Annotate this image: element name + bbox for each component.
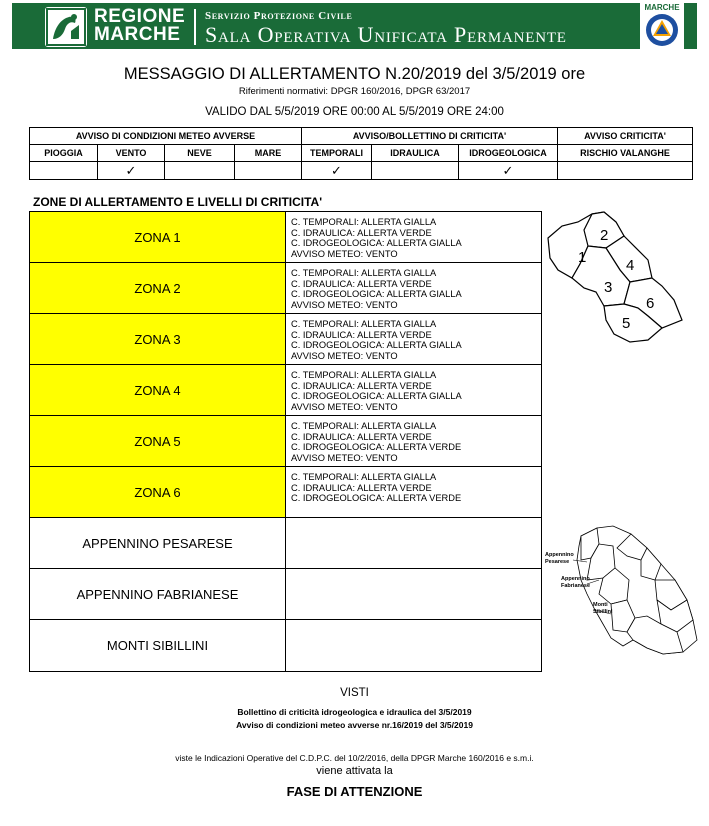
- column-header: NEVE: [165, 145, 235, 162]
- bollettino-references: Bollettino di criticità idrogeologica e idraulica del 3/5/2019 Avviso di condizioni meteo avverse nr.16/2019 del 3/5/2019: [236, 707, 473, 730]
- check-cell: [558, 162, 693, 180]
- protezione-civile-emblem-icon: [644, 12, 680, 48]
- zone-details: C. TEMPORALI: ALLERTA GIALLA C. IDRAULICA: ALLERTA VERDE C. IDROGEOLOGICA: ALLERTA GIALLA AVVISO METEO: VENTO: [291, 217, 462, 259]
- column-header: TEMPORALI: [302, 145, 372, 162]
- check-cell: [30, 162, 98, 180]
- map-label: Appennino: [545, 552, 574, 558]
- zone-name: MONTI SIBILLINI: [30, 620, 286, 671]
- zone-name: ZONA 5: [30, 416, 286, 466]
- group-header-avviso-criticita: AVVISO CRITICITA': [558, 128, 693, 145]
- zone-row: [30, 314, 541, 365]
- map-label: 4: [626, 257, 635, 274]
- column-header: RISCHIO VALANGHE: [558, 145, 693, 162]
- check-cell: ✓: [302, 162, 372, 180]
- zone-name: ZONA 6: [30, 467, 286, 517]
- header-banner: [12, 3, 697, 49]
- regione-marche-logo: [45, 7, 87, 47]
- zone-details: C. TEMPORALI: ALLERTA GIALLA C. IDRAULICA: ALLERTA VERDE C. IDROGEOLOGICA: ALLERTA GIALLA AVVISO METEO: VENTO: [291, 268, 462, 310]
- attivata-label: viene attivata la: [316, 765, 393, 777]
- map-label: 3: [604, 279, 613, 296]
- avvisi-table: [29, 127, 693, 180]
- zone-name: ZONA 2: [30, 263, 286, 313]
- zone-row: [30, 467, 541, 518]
- column-header: IDROGEOLOGICA: [459, 145, 558, 162]
- document-title: MESSAGGIO DI ALLERTAMENTO N.20/2019 del 3/5/2019 ore: [123, 65, 586, 83]
- check-cell: [372, 162, 459, 180]
- zone-name: ZONA 1: [30, 212, 286, 262]
- column-header: IDRAULICA: [372, 145, 459, 162]
- zone-row: [30, 263, 541, 314]
- sala-operativa-title: Sala Operativa Unificata Permanente: [205, 22, 567, 47]
- zone-details: C. TEMPORALI: ALLERTA GIALLA C. IDRAULICA: ALLERTA VERDE C. IDROGEOLOGICA: ALLERTA VERDE AVVISO METEO: VENTO: [291, 421, 462, 463]
- zone-row: [30, 416, 541, 467]
- zone-row: [30, 365, 541, 416]
- check-cell: ✓: [459, 162, 558, 180]
- check-cell: [165, 162, 235, 180]
- map-label: Sibillini: [593, 609, 613, 615]
- zone-row: [30, 620, 541, 671]
- zone-row: [30, 569, 541, 620]
- group-header-criticita: AVVISO/BOLLETTINO DI CRITICITA': [302, 128, 558, 145]
- zone-details: [286, 518, 541, 568]
- mountain-areas-map: [537, 520, 702, 665]
- zone-name: ZONA 3: [30, 314, 286, 364]
- check-cell: ✓: [98, 162, 165, 180]
- zone-details: [286, 569, 541, 619]
- map-label: 2: [600, 227, 609, 244]
- zone-row: [30, 518, 541, 569]
- map-label: Fabrianese: [561, 583, 591, 589]
- zone-row: [30, 212, 541, 263]
- validity-period: VALIDO DAL 5/5/2019 ORE 00:00 AL 5/5/2019 ORE 24:00: [205, 106, 504, 118]
- map-label: 5: [622, 315, 631, 332]
- column-header: PIOGGIA: [30, 145, 98, 162]
- zones-table: [29, 211, 542, 672]
- header-divider: [194, 9, 196, 45]
- zones-heading: ZONE DI ALLERTAMENTO E LIVELLI DI CRITICITA': [33, 195, 323, 209]
- map-label: 6: [646, 295, 655, 312]
- indicazioni-operative: viste le Indicazioni Operative del C.D.P.C. del 10/2/2016, della DPGR Marche 160/2016 e s.m.i.: [175, 753, 534, 763]
- fase-di-attenzione: FASE DI ATTENZIONE: [286, 784, 423, 799]
- group-header-meteo: AVVISO DI CONDIZIONI METEO AVVERSE: [30, 128, 302, 145]
- zone-details: C. TEMPORALI: ALLERTA GIALLA C. IDRAULICA: ALLERTA VERDE C. IDROGEOLOGICA: ALLERTA VERDE: [291, 472, 462, 503]
- map-label: Appennino: [561, 576, 590, 582]
- zone-name: APPENNINO FABRIANESE: [30, 569, 286, 619]
- map-label: Monti: [593, 602, 608, 608]
- check-cell: [235, 162, 302, 180]
- zone-name: ZONA 4: [30, 365, 286, 415]
- zone-name: APPENNINO PESARESE: [30, 518, 286, 568]
- zone-details: [286, 620, 541, 671]
- map-label: 1: [578, 249, 587, 266]
- visti-label: VISTI: [340, 687, 369, 699]
- column-header: VENTO: [98, 145, 165, 162]
- protezione-civile-badge: MARCHE: [640, 3, 684, 49]
- map-label: Pesarese: [545, 559, 570, 565]
- zone-details: C. TEMPORALI: ALLERTA GIALLA C. IDRAULICA: ALLERTA VERDE C. IDROGEOLOGICA: ALLERTA GIALLA AVVISO METEO: VENTO: [291, 370, 462, 412]
- zone-details: C. TEMPORALI: ALLERTA GIALLA C. IDRAULICA: ALLERTA VERDE C. IDROGEOLOGICA: ALLERTA GIALLA AVVISO METEO: VENTO: [291, 319, 462, 361]
- column-header: MARE: [235, 145, 302, 162]
- servizio-label: Servizio Protezione Civile: [205, 10, 353, 22]
- zones-map: [544, 208, 694, 348]
- regione-marche-wordmark: REGIONE MARCHE: [94, 6, 186, 45]
- normative-references: Riferimenti normativi: DPGR 160/2016, DPGR 63/2017: [238, 86, 471, 97]
